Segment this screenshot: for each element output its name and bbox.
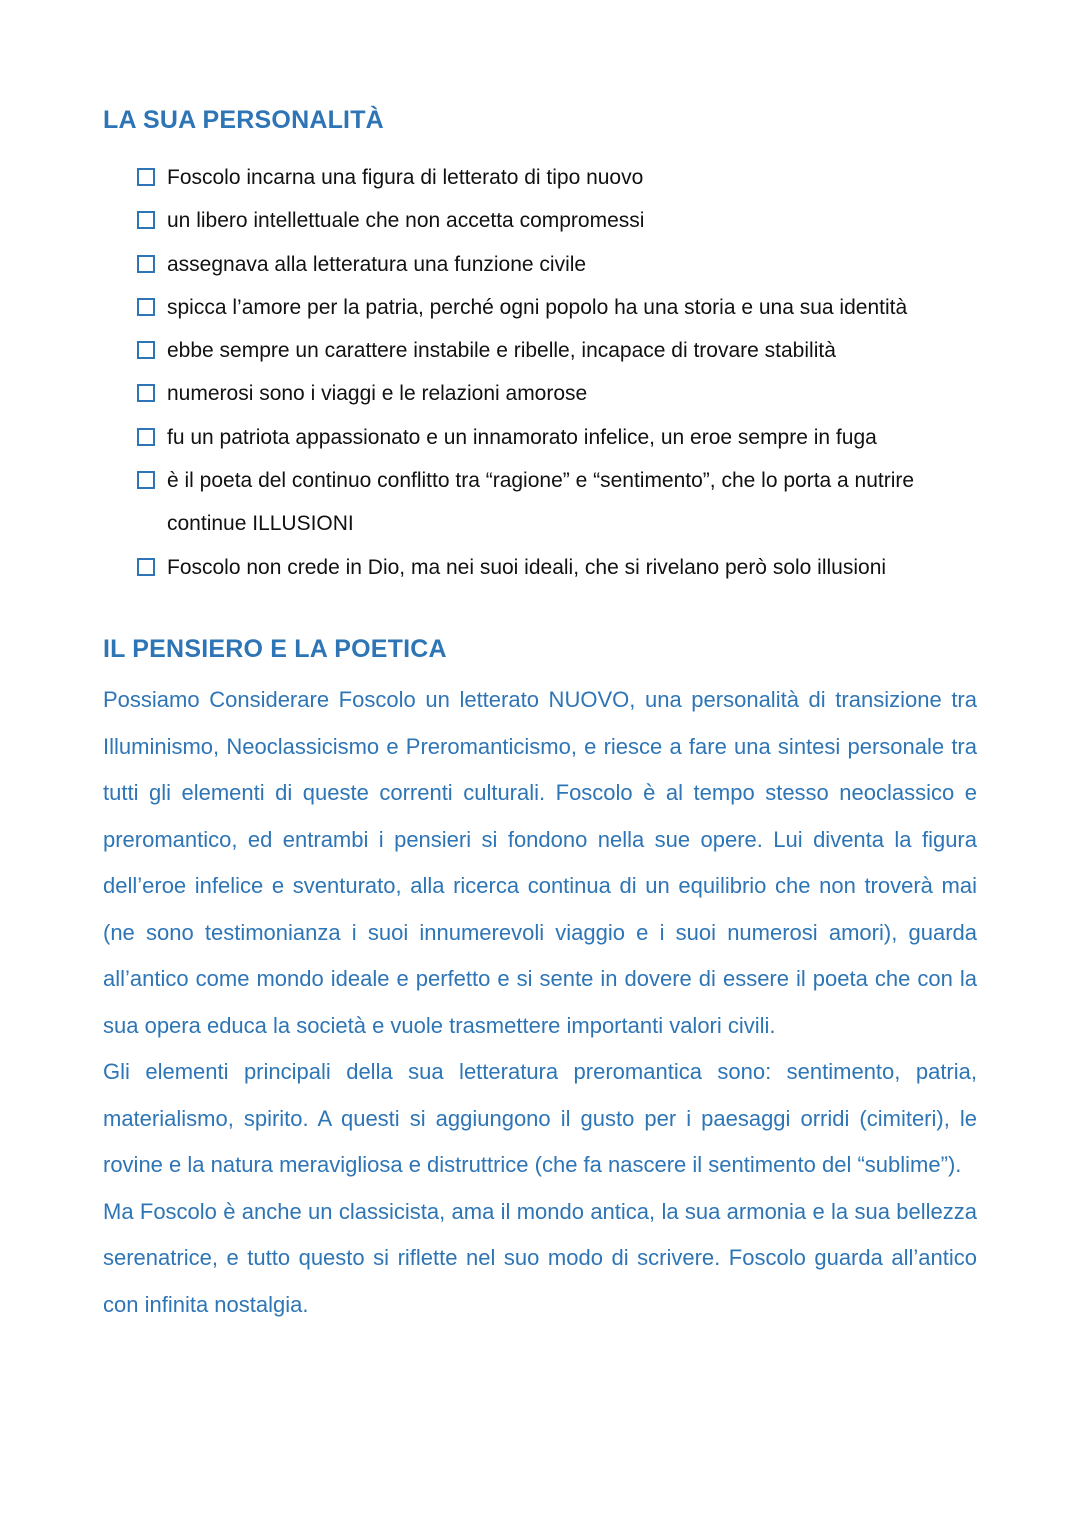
paragraph: Possiamo Considerare Foscolo un letterato NUOVO, una personalità di transizione tra Illuminismo, Neoclassicismo e Preromanticismo, e riesce a fare una sintesi personale tra tutti gli elementi di queste correnti culturali. Foscolo è al tempo stesso neoclassico e preromantico, ed entrambi i pensieri si fondono nella sue opere. Lui diventa la figura dell’eroe infelice e sventurato, alla ricerca continua di un equilibrio che non troverà mai (ne sono testimonianza i suoi innumerevoli viaggio e i suoi numerosi amori), guarda all’antico come mondo ideale e perfetto e si sente in dovere di essere il poeta che con la sua opera educa la società e vuole trasmettere importanti valori civili. [103, 687, 977, 1038]
checklist-item [137, 372, 997, 415]
checklist-item [137, 546, 997, 589]
checklist-item [137, 199, 997, 242]
checkbox-icon [137, 558, 155, 576]
checklist-item-text: un libero intellettuale che non accetta compromessi [167, 209, 645, 233]
checkbox-icon [137, 384, 155, 402]
checklist-item [137, 459, 997, 546]
checklist-item [137, 156, 997, 199]
checkbox-icon [137, 211, 155, 229]
personality-checklist [137, 156, 997, 589]
checklist-item-text: ebbe sempre un carattere instabile e ribelle, incapace di trovare stabilità [167, 339, 836, 363]
section-title-pensiero-poetica: IL PENSIERO E LA POETICA [103, 635, 447, 663]
checkbox-icon [137, 168, 155, 186]
checklist-item-text: Foscolo non crede in Dio, ma nei suoi ideali, che si rivelano però solo illusioni [167, 555, 887, 579]
checklist-item-text: è il poeta del continuo conflitto tra “ragione” e “sentimento”, che lo porta a nutrire continue ILLUSIONI [167, 469, 915, 536]
checkbox-icon [137, 471, 155, 489]
checklist-item-text: numerosi sono i viaggi e le relazioni amorose [167, 382, 588, 406]
checklist-item [137, 243, 997, 286]
checklist-item [137, 286, 997, 329]
checkbox-icon [137, 428, 155, 446]
checkbox-icon [137, 255, 155, 273]
checklist-item [137, 329, 997, 372]
section-title-personalita: LA SUA PERSONALITÀ [103, 106, 384, 134]
checklist-item-text: fu un patriota appassionato e un innamorato infelice, un eroe sempre in fuga [167, 425, 877, 449]
checkbox-icon [137, 341, 155, 359]
checklist-item-text: assegnava alla letteratura una funzione civile [167, 252, 587, 276]
checklist-item-text: spicca l’amore per la patria, perché ogni popolo ha una storia e una sua identità [167, 295, 908, 319]
poetica-body [103, 677, 977, 1328]
checkbox-icon [137, 298, 155, 316]
checklist-item-text: Foscolo incarna una figura di letterato di tipo nuovo [167, 166, 644, 189]
checklist-item [137, 416, 997, 459]
paragraph: Ma Foscolo è anche un classicista, ama il mondo antica, la sua armonia e la sua bellezza serenatrice, e tutto questo si riflette nel suo modo di scrivere. Foscolo guarda all’antico con infinita nostalgia. [103, 1198, 977, 1317]
paragraph: Gli elementi principali della sua letteratura preromantica sono: sentimento, patria, materialismo, spirito. A questi si aggiungono il gusto per i paesaggi orridi (cimiteri), le rovine e la natura meravigliosa e distruttrice (che fa nascere il sentimento del “sublime”). [103, 1059, 977, 1177]
